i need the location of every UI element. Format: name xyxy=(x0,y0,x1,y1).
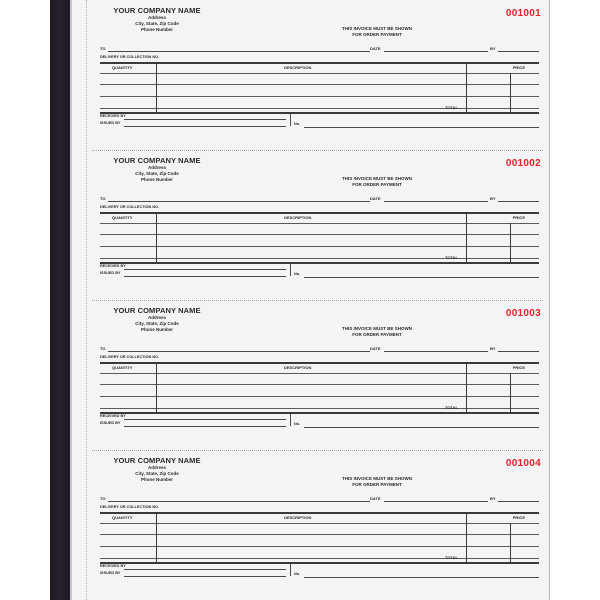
to-date-row xyxy=(100,496,539,502)
invoice-number: 001004 xyxy=(505,458,541,469)
description-header: DESCRIPTION xyxy=(284,215,312,220)
perforation-line xyxy=(92,150,543,151)
date-label: DATE xyxy=(370,46,381,51)
invoice-form xyxy=(72,150,549,300)
row-rule xyxy=(100,96,539,97)
company-phone: Phone Number xyxy=(140,327,173,332)
row-rule xyxy=(100,373,539,374)
date-label: DATE xyxy=(370,196,381,201)
number-field[interactable] xyxy=(304,577,539,578)
row-rule xyxy=(100,258,539,259)
issued-by-field[interactable] xyxy=(124,576,286,577)
date-label: DATE xyxy=(370,496,381,501)
invoice-form xyxy=(72,0,549,150)
to-date-row xyxy=(100,346,539,352)
invoice-notice xyxy=(322,326,432,337)
row-rule xyxy=(100,246,539,247)
row-rule xyxy=(100,546,539,547)
by-label: BY xyxy=(490,346,496,351)
by-label: BY xyxy=(490,496,496,501)
reference-label: DELIVERY OR COLLECTION NO. xyxy=(100,505,160,509)
company-address: Address xyxy=(147,465,166,470)
price-header: PRICE xyxy=(512,215,525,220)
invoice-notice xyxy=(322,476,432,487)
to-label: TO xyxy=(100,496,106,501)
quantity-header: QUANTITY xyxy=(112,65,133,70)
description-column-divider xyxy=(466,214,467,264)
quantity-header: QUANTITY xyxy=(112,215,133,220)
received-by-label: RECEIVED BY xyxy=(100,114,126,118)
notice-line-1: THIS INVOICE MUST BE SHOWN xyxy=(341,26,412,31)
notice-line-1: THIS INVOICE MUST BE SHOWN xyxy=(341,176,412,181)
price-column-divider xyxy=(510,73,511,114)
company-phone: Phone Number xyxy=(140,477,173,482)
footer-divider xyxy=(290,114,291,126)
company-address: Address xyxy=(147,315,166,320)
reference-label: DELIVERY OR COLLECTION NO. xyxy=(100,355,160,359)
description-column-divider xyxy=(466,64,467,114)
description-column-divider xyxy=(466,514,467,564)
issued-by-field[interactable] xyxy=(124,426,286,427)
received-by-field[interactable] xyxy=(124,269,286,270)
line-items-table xyxy=(100,362,539,414)
total-label: TOTAL xyxy=(445,555,458,560)
by-label: BY xyxy=(490,46,496,51)
quantity-header: QUANTITY xyxy=(112,515,133,520)
total-label: TOTAL xyxy=(445,255,458,260)
by-field[interactable] xyxy=(498,351,539,352)
received-by-field[interactable] xyxy=(124,569,286,570)
issued-by-field[interactable] xyxy=(124,126,286,127)
company-city-state-zip: City, State, Zip Code xyxy=(135,21,179,26)
company-name: YOUR COMPANY NAME xyxy=(113,306,201,315)
to-label: TO xyxy=(100,196,106,201)
quantity-column-divider xyxy=(156,514,157,564)
footer-divider xyxy=(290,414,291,426)
row-rule xyxy=(100,223,539,224)
description-header: DESCRIPTION xyxy=(284,515,312,520)
price-column-divider xyxy=(510,373,511,414)
row-rule xyxy=(100,108,539,109)
row-rule xyxy=(100,73,539,74)
issued-by-field[interactable] xyxy=(124,276,286,277)
date-field[interactable] xyxy=(384,351,488,352)
date-field[interactable] xyxy=(384,51,488,52)
date-field[interactable] xyxy=(384,501,488,502)
issued-by-label: ISSUED BY xyxy=(100,571,121,575)
company-name: YOUR COMPANY NAME xyxy=(113,6,201,15)
company-block xyxy=(102,6,212,33)
number-label: No. xyxy=(294,272,301,276)
line-items-table xyxy=(100,62,539,114)
price-header: PRICE xyxy=(512,515,525,520)
to-label: TO xyxy=(100,346,106,351)
notice-line-2: FOR ORDER PAYMENT xyxy=(352,31,402,37)
quantity-column-divider xyxy=(156,214,157,264)
to-label: TO xyxy=(100,46,106,51)
quantity-header: QUANTITY xyxy=(112,365,133,370)
row-rule xyxy=(100,534,539,535)
company-city-state-zip: City, State, Zip Code xyxy=(135,471,179,476)
to-field[interactable] xyxy=(108,351,370,352)
quantity-column-divider xyxy=(156,364,157,414)
notice-line-2: FOR ORDER PAYMENT xyxy=(352,331,402,337)
received-by-label: RECEIVED BY xyxy=(100,564,126,568)
number-field[interactable] xyxy=(304,277,539,278)
to-date-row xyxy=(100,196,539,202)
quantity-column-divider xyxy=(156,64,157,114)
issued-by-label: ISSUED BY xyxy=(100,271,121,275)
by-field[interactable] xyxy=(498,201,539,202)
binding-strip xyxy=(50,0,70,600)
number-field[interactable] xyxy=(304,127,539,128)
row-rule xyxy=(100,396,539,397)
to-field[interactable] xyxy=(108,201,370,202)
received-by-field[interactable] xyxy=(124,419,286,420)
description-header: DESCRIPTION xyxy=(284,365,312,370)
received-by-label: RECEIVED BY xyxy=(100,414,126,418)
signature-footer xyxy=(100,414,539,430)
notice-line-2: FOR ORDER PAYMENT xyxy=(352,481,402,487)
company-address: Address xyxy=(147,165,166,170)
company-phone: Phone Number xyxy=(140,177,173,182)
invoice-notice xyxy=(322,176,432,187)
reference-label: DELIVERY OR COLLECTION NO. xyxy=(100,205,160,209)
number-field[interactable] xyxy=(304,427,539,428)
company-name: YOUR COMPANY NAME xyxy=(113,456,201,465)
number-label: No. xyxy=(294,122,301,126)
price-column-divider xyxy=(510,523,511,564)
reference-label: DELIVERY OR COLLECTION NO. xyxy=(100,55,160,59)
by-label: BY xyxy=(490,196,496,201)
to-date-row xyxy=(100,46,539,52)
to-field[interactable] xyxy=(108,51,370,52)
company-block xyxy=(102,456,212,483)
company-block xyxy=(102,156,212,183)
perforation-line xyxy=(92,300,543,301)
footer-divider xyxy=(290,564,291,576)
footer-divider xyxy=(290,264,291,276)
company-city-state-zip: City, State, Zip Code xyxy=(135,171,179,176)
invoice-number: 001003 xyxy=(505,308,541,319)
description-header: DESCRIPTION xyxy=(284,65,312,70)
invoice-number: 001002 xyxy=(505,158,541,169)
total-label: TOTAL xyxy=(445,405,458,410)
price-header: PRICE xyxy=(512,65,525,70)
company-name: YOUR COMPANY NAME xyxy=(113,156,201,165)
by-field[interactable] xyxy=(498,51,539,52)
number-label: No. xyxy=(294,422,301,426)
company-phone: Phone Number xyxy=(140,27,173,32)
company-city-state-zip: City, State, Zip Code xyxy=(135,321,179,326)
row-rule xyxy=(100,84,539,85)
company-address: Address xyxy=(147,15,166,20)
date-label: DATE xyxy=(370,346,381,351)
by-field[interactable] xyxy=(498,501,539,502)
number-label: No. xyxy=(294,572,301,576)
row-rule xyxy=(100,523,539,524)
notice-line-1: THIS INVOICE MUST BE SHOWN xyxy=(341,326,412,331)
date-field[interactable] xyxy=(384,201,488,202)
invoice-number: 001001 xyxy=(505,8,541,19)
to-field[interactable] xyxy=(108,501,370,502)
price-column-divider xyxy=(510,223,511,264)
row-rule xyxy=(100,384,539,385)
perforation-line xyxy=(92,450,543,451)
issued-by-label: ISSUED BY xyxy=(100,121,121,125)
notice-line-1: THIS INVOICE MUST BE SHOWN xyxy=(341,476,412,481)
notice-line-2: FOR ORDER PAYMENT xyxy=(352,181,402,187)
signature-footer xyxy=(100,564,539,580)
row-rule xyxy=(100,234,539,235)
row-rule xyxy=(100,558,539,559)
row-rule xyxy=(100,408,539,409)
issued-by-label: ISSUED BY xyxy=(100,421,121,425)
invoice-notice xyxy=(322,26,432,37)
invoice-form xyxy=(72,300,549,450)
company-block xyxy=(102,306,212,333)
description-column-divider xyxy=(466,364,467,414)
signature-footer xyxy=(100,114,539,130)
price-header: PRICE xyxy=(512,365,525,370)
received-by-label: RECEIVED BY xyxy=(100,264,126,268)
received-by-field[interactable] xyxy=(124,119,286,120)
total-label: TOTAL xyxy=(445,105,458,110)
invoice-form xyxy=(72,450,549,600)
signature-footer xyxy=(100,264,539,280)
line-items-table xyxy=(100,512,539,564)
line-items-table xyxy=(100,212,539,264)
